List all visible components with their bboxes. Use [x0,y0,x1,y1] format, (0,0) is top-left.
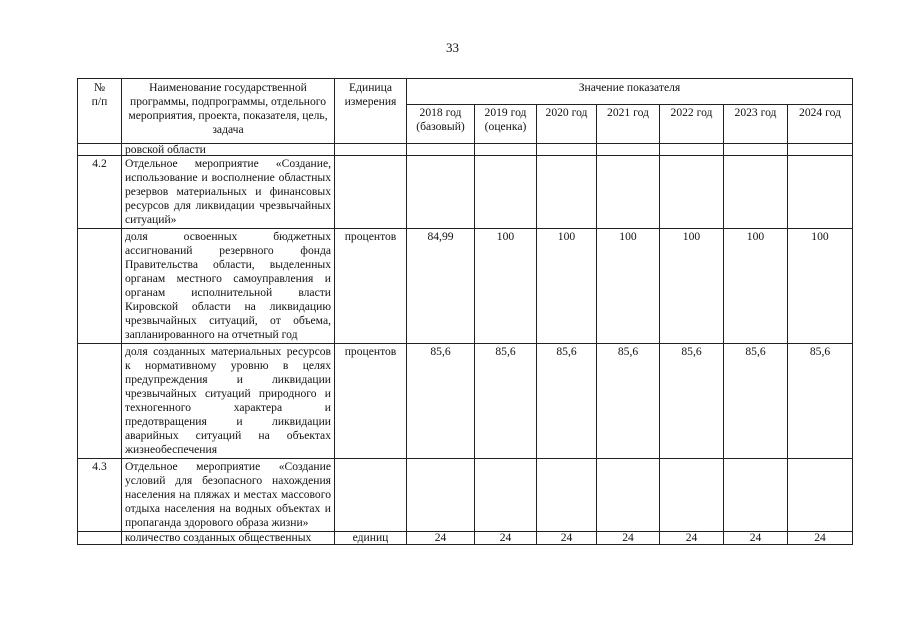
unit: процентов [335,344,407,459]
header-values: Значение показателя [407,79,853,105]
indicator-value: 85,6 [537,344,597,459]
indicator-value: 100 [537,229,597,344]
indicator-value: 24 [724,532,788,545]
header-year: 2018 год (базовый) [407,105,475,144]
indicator-value [407,144,475,156]
indicator-value: 85,6 [407,344,475,459]
indicator-value [407,156,475,229]
row-number: 4.3 [78,459,122,532]
indicator-value [475,156,537,229]
indicator-name: доля созданных материальных ресурсов к нормативному уровню в целях предупреждения и ликвидации чрезвычайных ситуаций природного и техногенного характера и предотвращения и ликвидации аварийных ситуаций на объектах жизнеобеспечения [122,344,335,459]
indicator-value: 100 [660,229,724,344]
indicator-value [597,144,660,156]
header-number: № п/п [78,79,122,144]
table-row [78,532,853,545]
indicator-value: 84,99 [407,229,475,344]
indicator-name: доля освоенных бюджетных ассигнований резервного фонда Правительства области, выделенных органам местного самоуправления и органам исполнительной власти Кировской области на ликвидацию чрезвычайных ситуаций, от объема, запланированного на отчетный год [122,229,335,344]
indicator-value [788,144,853,156]
table-row [78,344,853,459]
indicator-value: 24 [475,532,537,545]
indicator-value [788,156,853,229]
indicator-value [724,459,788,532]
indicator-value [660,144,724,156]
indicator-value: 100 [597,229,660,344]
indicator-value [475,459,537,532]
indicator-value: 85,6 [597,344,660,459]
indicators-table [77,78,853,545]
unit [335,144,407,156]
table-row [78,459,853,532]
row-number [78,532,122,545]
unit [335,459,407,532]
row-number [78,229,122,344]
activity-name: Отдельное мероприятие «Создание, использование и восполнение областных резервов материальных и финансовых ресурсов для ликвидации чрезвычайных ситуаций» [122,156,335,229]
indicator-value: 24 [537,532,597,545]
header-name: Наименование государственной программы, подпрограммы, отдельного мероприятия, проекта, показателя, цель, задача [122,79,335,144]
indicator-value [724,144,788,156]
unit: единиц [335,532,407,545]
header-year: 2024 год [788,105,853,144]
header-unit: Единица измерения [335,79,407,144]
indicator-value: 85,6 [660,344,724,459]
indicator-value: 24 [788,532,853,545]
header-year: 2020 год [537,105,597,144]
indicator-name: количество созданных общественных [122,532,335,545]
indicator-value: 85,6 [724,344,788,459]
indicator-value: 85,6 [788,344,853,459]
table-row [78,156,853,229]
indicator-value: 24 [407,532,475,545]
row-number: 4.2 [78,156,122,229]
header-year: 2022 год [660,105,724,144]
activity-name: Отдельное мероприятие «Создание условий для безопасного нахождения населения на пляжах и местах массового отдыха населения на водных объектах и пропаганда здорового образа жизни» [122,459,335,532]
indicator-value: 100 [788,229,853,344]
indicator-value [537,144,597,156]
indicator-value [475,144,537,156]
table-row [78,229,853,344]
header-row [78,79,853,105]
unit [335,156,407,229]
indicator-value [788,459,853,532]
table-body [78,144,853,545]
indicator-value: 85,6 [475,344,537,459]
row-number [78,344,122,459]
indicator-value [597,459,660,532]
indicator-value [660,459,724,532]
indicator-value: 100 [475,229,537,344]
row-number [78,144,122,156]
header-year: 2023 год [724,105,788,144]
page-number: 33 [446,40,459,55]
indicator-value [660,156,724,229]
indicator-value [407,459,475,532]
header-year: 2021 год [597,105,660,144]
indicator-value: 100 [724,229,788,344]
indicator-value [537,156,597,229]
indicator-value [597,156,660,229]
header-year: 2019 год (оценка) [475,105,537,144]
indicator-name: ровской области [122,144,335,156]
table-row [78,144,853,156]
indicator-value: 24 [597,532,660,545]
indicator-value: 24 [660,532,724,545]
unit: процентов [335,229,407,344]
indicator-value [537,459,597,532]
indicator-value [724,156,788,229]
